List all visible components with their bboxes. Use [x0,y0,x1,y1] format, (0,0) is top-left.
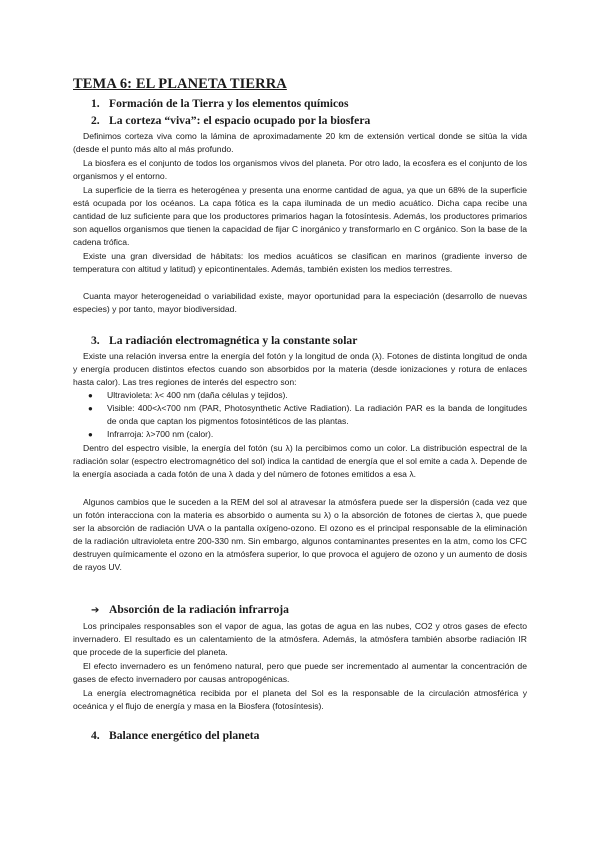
section-3-number: 3. [91,334,100,347]
section-1-heading [91,97,348,110]
list-item: ● Ultravioleta: λ< 400 nm (daña células y tejidos). [107,389,527,402]
section-4-number: 4. [91,729,100,742]
section-2-paragraph-5: Cuanta mayor heterogeneidad o variabilidad existe, mayor oportunidad para la especiación (desarrollo de nuevas especies) y por tanto, mayor biodiversidad. [73,291,527,315]
subsection-paragraph-1: Los principales responsables son el vapor de agua, las gotas de agua en las nubes, CO2 y otros gases de efecto invernadero. El resultado es un calentamiento de la atmósfera. Además, la atmósfera también absorbe radiación IR que procede de la superficie del planeta. [73,621,527,658]
subsection-paragraph-3: La energía electromagnética recibida por el planeta del Sol es la responsable de la circulación atmosférica y oceánica y el flujo de energía y masa en la Biosfera (fotosíntesis). [73,688,527,712]
section-3-heading [91,334,357,347]
bullet-icon: ● [88,404,93,414]
section-3-paragraph-1: Existe una relación inversa entre la energía del fotón y la longitud de onda (λ). Fotones de distinta longitud de onda y energía producen distintos efectos cuando son absorbidos por la materia (desde ionizaciones y rotura de enlaces hasta calor). Las tres regiones de interés del espectro son: [73,351,527,388]
section-2-paragraph-4: Existe una gran diversidad de hábitats: los medios acuáticos se clasifican en marinos (gradiente inverso de temperatura con altitud y latitud) y epicontinentales. Además, también existen los medios terrestres. [73,251,527,275]
subsection-title: Absorción de la radiación infrarroja [109,603,289,616]
bullet-icon: ● [88,391,93,400]
section-2-heading [91,114,370,127]
section-4-title: Balance energético del planeta [109,729,260,742]
section-3-paragraph-2: Dentro del espectro visible, la energía del fotón (su λ) la percibimos como un color. La distribución espectral de la radiación solar (espectro electromagnético del sol) indica la cantidad de energía que el sol emite a cada λ. Depende de la energía asociada a cada fotón de una λ dada y del número de fotones emitidos a esa λ. [73,443,527,480]
section-1-title: Formación de la Tierra y los elementos químicos [109,97,349,110]
section-2-paragraph-3: La superficie de la tierra es heterogénea y presenta una enorme cantidad de agua, ya que un 68% de la superficie está ocupada por los océanos. La capa fótica es la capa iluminada de un medio acuático. Dicha capa recibe una cantidad de luz suficiente para que los productores primarios hagan la fotosíntesis. Además, los productores primarios son aquellos organismos que tienen la capacidad de fijar C inorgánico y transformarlo en C orgánico. Son la base de la cadena trófica. [73,185,527,248]
section-2-number: 2. [91,114,100,127]
bullet-icon: ● [88,430,93,440]
section-3-title: La radiación electromagnética y la constante solar [109,334,358,347]
section-2-title: La corteza “viva”: el espacio ocupado por la biosfera [109,114,371,127]
arrow-right-icon: ➔ [91,605,100,616]
spectrum-regions-list [88,389,527,441]
section-2-paragraph-1: Definimos corteza viva como la lámina de aproximadamente 20 km de extensión vertical donde se sitúa la vida (desde el punto más alto al más profundo. [73,131,527,155]
section-3-paragraph-3: Algunos cambios que le suceden a la REM del sol al atravesar la atmósfera puede ser la dispersión (cada vez que un fotón interacciona con la materia es absorbido o aumenta su λ) o la absorción de fotones de ciertas λ, que puede ser la absorción de radiación UVA o la pantalla oxígeno-ozono. El ozono es el principal responsable de la eliminación de la radiación ultravioleta entre 200-330 nm. Sin embargo, algunos contaminantes presentes en la atm, como los CFC destruyen químicamente el ozono en la atmósfera superior, lo que provoca el agujero de ozono y un aumento de dosis de rayos UV. [73,497,527,573]
section-2-paragraph-2: La biosfera es el conjunto de todos los organismos vivos del planeta. Por otro lado, la ecosfera es el conjunto de los organismos y el entorno. [73,158,527,182]
document-title: TEMA 6: EL PLANETA TIERRA [73,76,287,92]
section-1-number: 1. [91,97,100,110]
section-4-heading [91,729,259,742]
subsection-paragraph-2: El efecto invernadero es un fenómeno natural, pero que puede ser incrementado al aumentar la concentración de gases de efecto invernadero por causas antropogénicas. [73,661,527,685]
list-item: ● Visible: 400<λ<700 nm (PAR, Photosynthetic Active Radiation). La radiación PAR es la banda de longitudes de onda que captan los pigmentos fotosintéticos de las plantas. [88,403,527,427]
list-item: ● Infrarroja: λ>700 nm (calor). [107,428,527,441]
subsection-heading [91,603,289,616]
